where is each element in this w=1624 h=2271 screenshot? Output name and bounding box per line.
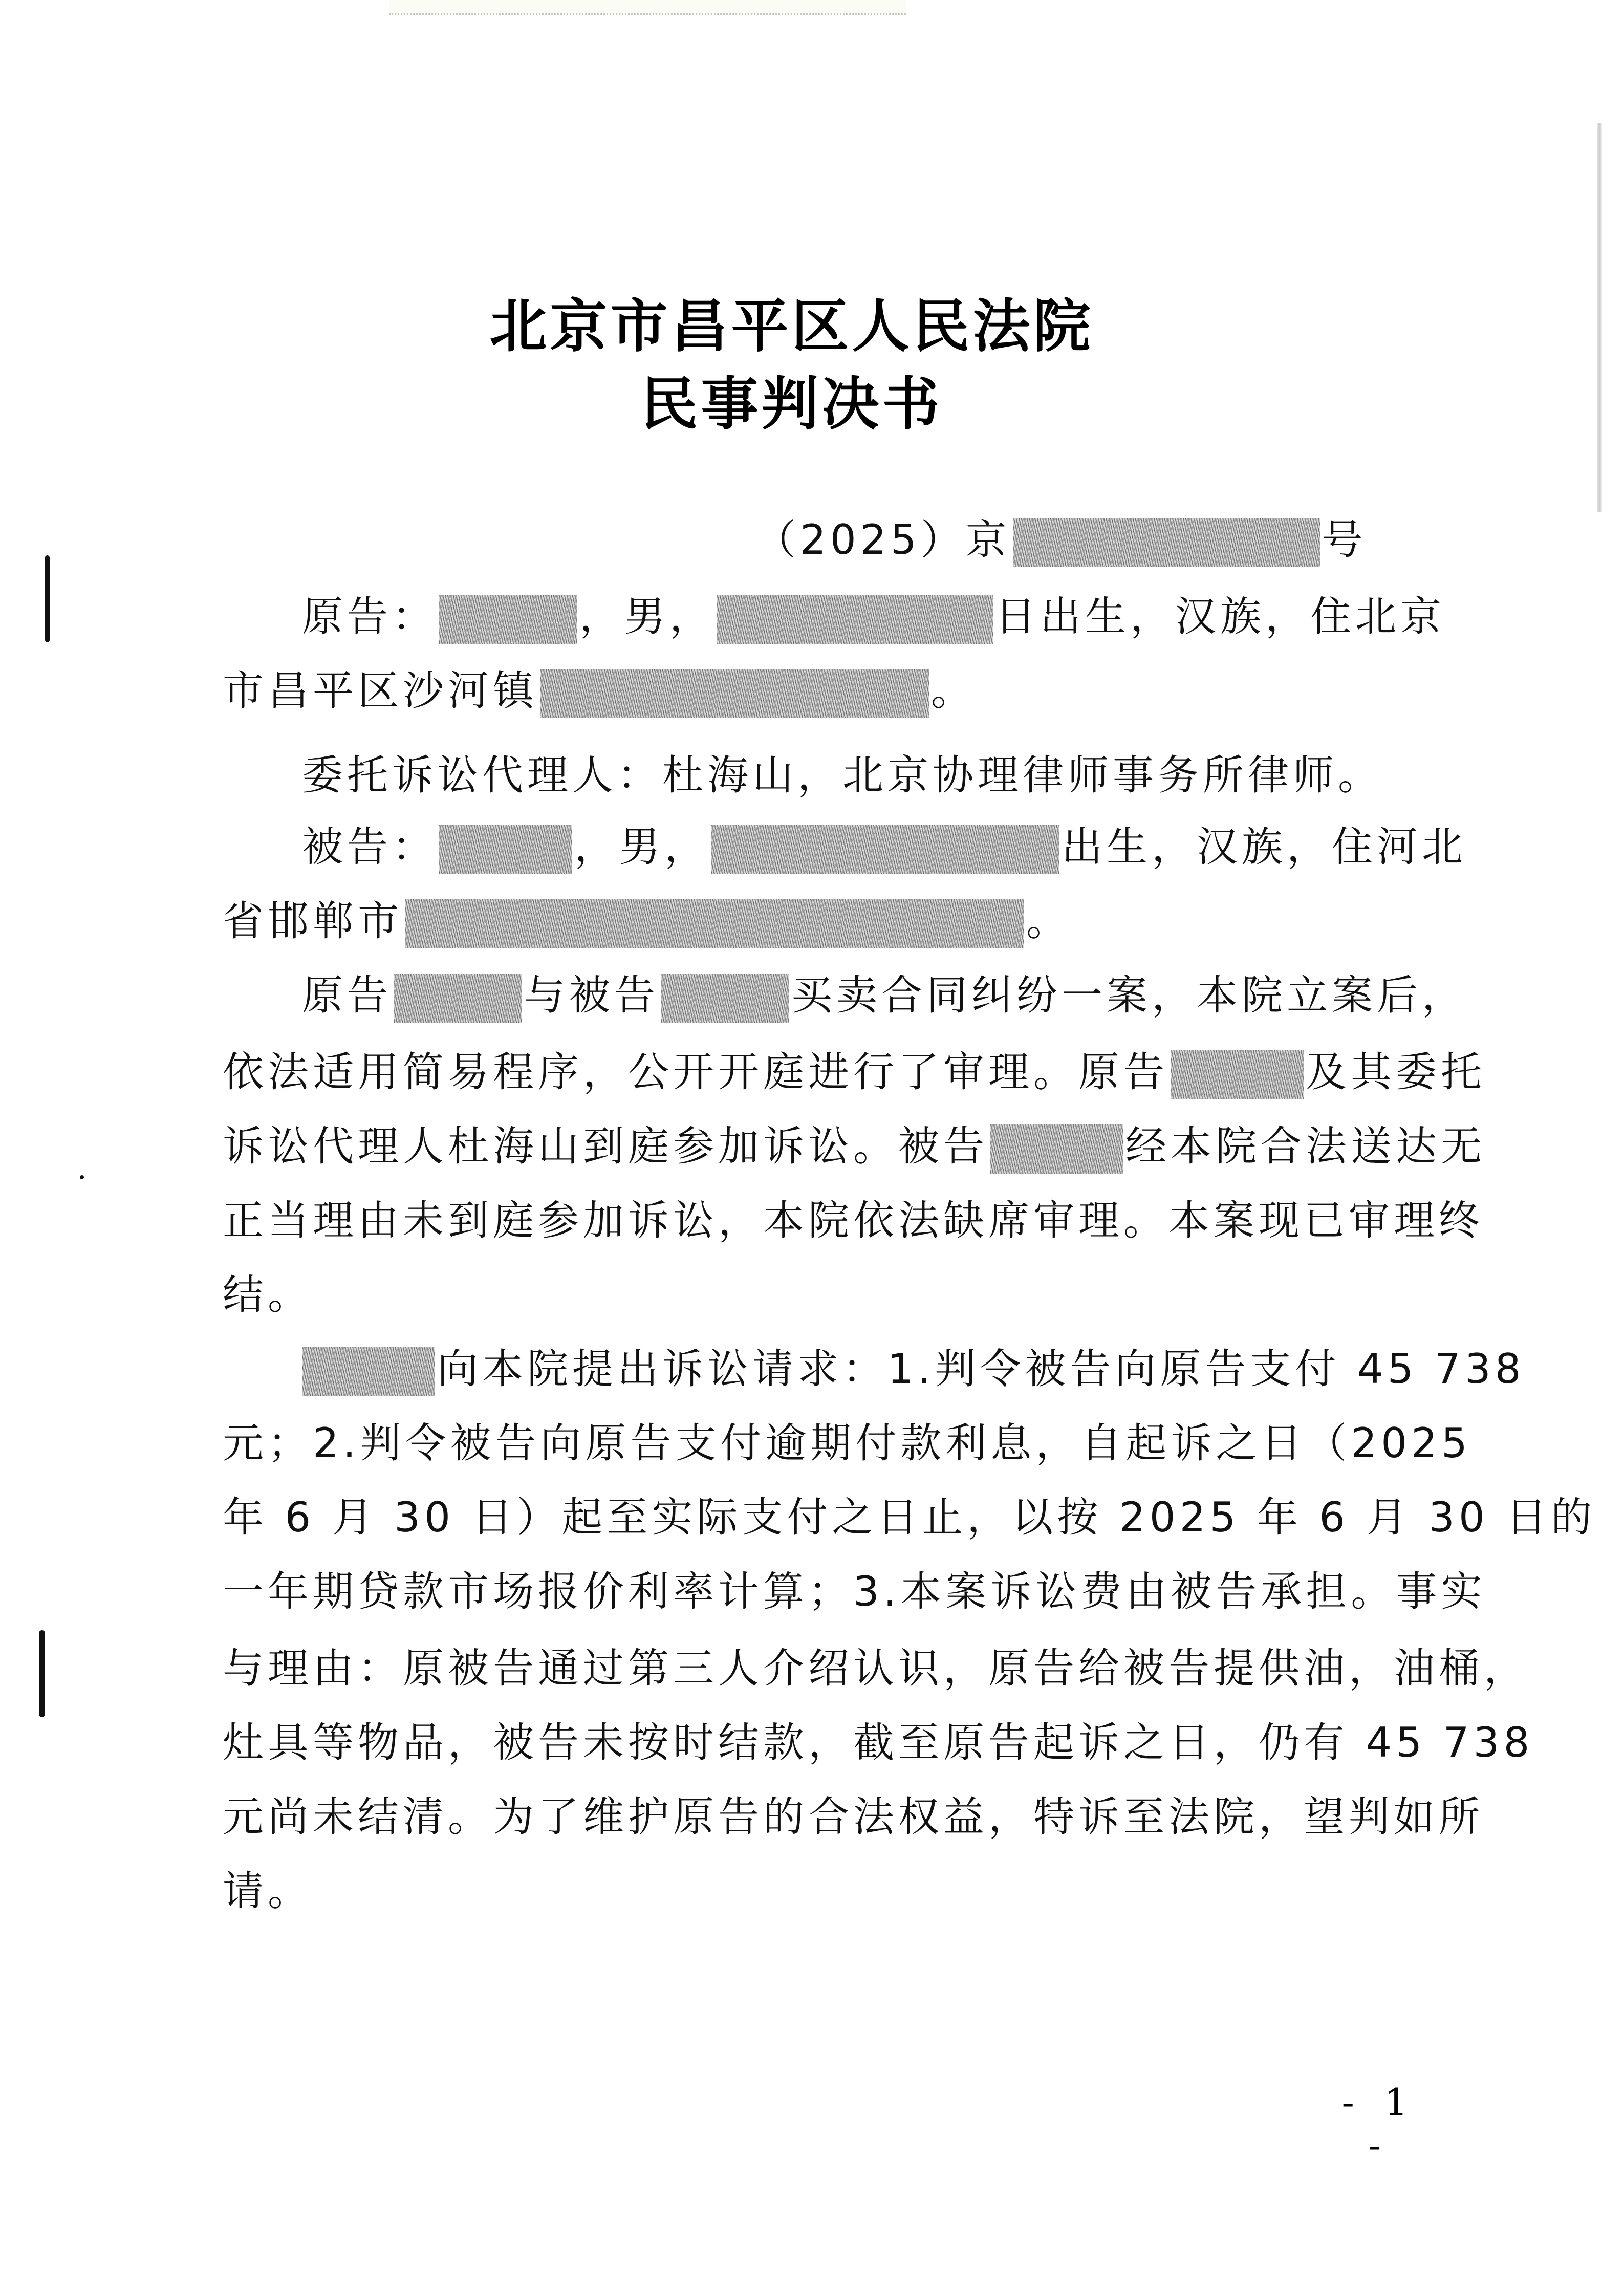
plaintiff-line-1: 原告： ，男， 日出生，汉族，住北京 <box>302 591 1489 642</box>
redacted-plaintiff-name <box>394 974 522 1023</box>
case-number: （2025）京 号 <box>755 514 1624 566</box>
page-number: - 1 - <box>1341 2081 1417 2167</box>
claims-line-4: 一年期贷款市场报价利率计算；3.本案诉讼费由被告承担。事实 <box>223 1568 1486 1615</box>
case-intro-line-3: 诉讼代理人杜海山到庭参加诉讼。被告 经本院合法送达无 <box>223 1121 1410 1172</box>
redacted-plaintiff-name <box>302 1347 435 1396</box>
redacted-defendant-address <box>405 899 1024 948</box>
case-intro-line-5: 结。 <box>223 1271 313 1318</box>
case-intro-line-4: 正当理由未到庭参加诉讼，本院依法缺席审理。本案现已审理终 <box>223 1197 1484 1244</box>
claims-line-5: 与理由：原被告通过第三人介绍认识，原告给被告提供油，油桶， <box>223 1645 1529 1692</box>
redacted-plaintiff-name <box>1171 1050 1304 1099</box>
claims-line-7: 元尚未结清。为了维护原告的合法权益，特诉至法院，望判如所 <box>223 1793 1484 1841</box>
claims-line-6: 灶具等物品，被告未按时结款，截至原告起诉之日，仍有 45 738 <box>223 1719 1534 1766</box>
redacted-plaintiff-name <box>439 595 577 644</box>
document-type: 民事判决书 <box>640 371 943 438</box>
binding-mark-lower <box>39 1630 45 1717</box>
claims-line-2: 元；2.判令被告向原告支付逾期付款利息，自起诉之日（2025 <box>223 1419 1471 1467</box>
defendant-line-2: 省邯郸市 。 <box>223 896 1410 947</box>
binding-mark-upper <box>45 555 50 642</box>
redacted-defendant-name <box>661 974 789 1023</box>
claims-line-8: 请。 <box>223 1867 313 1915</box>
court-name: 北京市昌平区人民法院 <box>489 293 1094 360</box>
redacted-case-id <box>1013 518 1320 567</box>
defendant-line-1: 被告： ，男， 出生，汉族，住河北 <box>302 821 1489 873</box>
redacted-defendant-name <box>439 825 572 874</box>
claims-line-3: 年 6 月 30 日）起至实际支付之日止，以按 2025 年 6 月 30 日的 <box>223 1494 1596 1541</box>
scan-top-strip <box>389 0 906 15</box>
redacted-defendant-birthdate <box>711 825 1059 874</box>
case-intro-line-2: 依法适用简易程序，公开开庭进行了审理。原告 及其委托 <box>223 1047 1410 1098</box>
redacted-defendant-name <box>990 1124 1123 1174</box>
agent-line: 委托诉讼代理人：杜海山，北京协理律师事务所律师。 <box>302 751 1383 799</box>
claims-line-1: 向本院提出诉讼请求：1.判令被告向原告支付 45 738 <box>302 1344 1489 1395</box>
redacted-plaintiff-address <box>540 669 929 718</box>
case-intro-line-1: 原告 与被告 买卖合同纠纷一案，本院立案后， <box>302 970 1489 1021</box>
scan-speck <box>80 1175 84 1179</box>
plaintiff-line-2: 市昌平区沙河镇 。 <box>223 665 1410 717</box>
redacted-plaintiff-birthdate <box>717 595 993 644</box>
